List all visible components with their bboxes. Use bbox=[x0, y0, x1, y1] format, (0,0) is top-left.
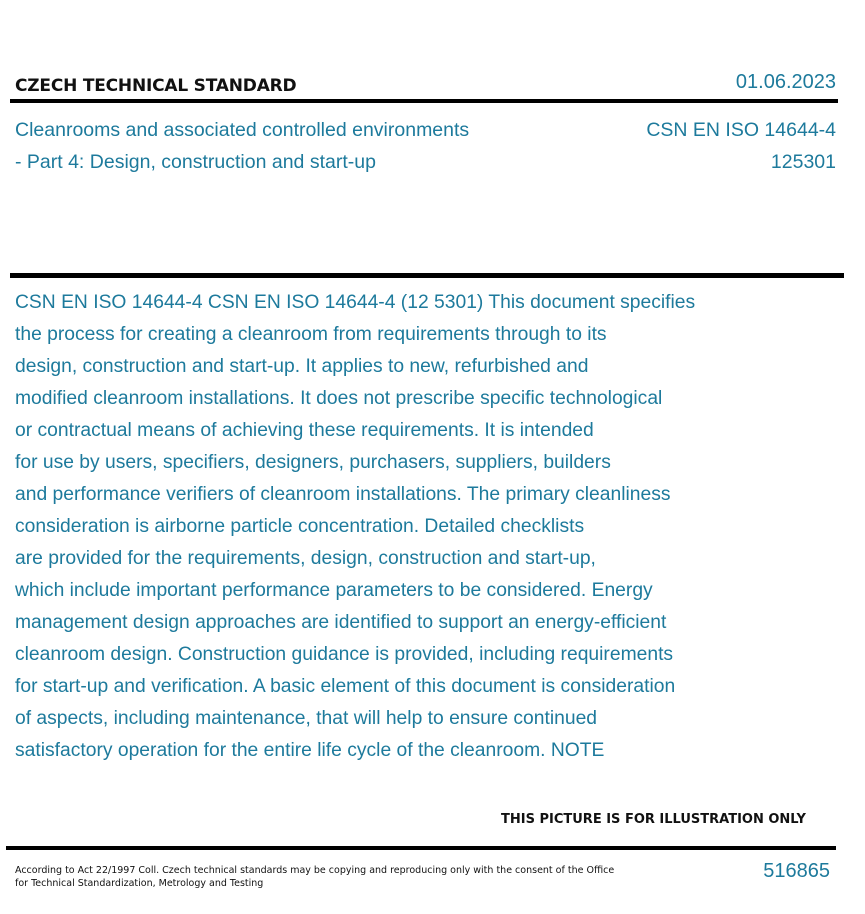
document-title-line-1: Cleanrooms and associated controlled environments bbox=[15, 119, 470, 141]
standard-code: CSN EN ISO 14644-4 bbox=[646, 119, 836, 141]
abstract-text bbox=[15, 287, 805, 767]
abstract-line: and performance verifiers of cleanroom installations. The primary cleanliness bbox=[15, 484, 671, 505]
footer-divider bbox=[6, 846, 836, 850]
class-number: 125301 bbox=[770, 151, 836, 173]
document-title-line-2: - Part 4: Design, construction and start-up bbox=[15, 151, 376, 173]
legal-notice bbox=[15, 864, 615, 890]
abstract-line: the process for creating a cleanroom from requirements through to its bbox=[15, 324, 607, 345]
standard-identifiers bbox=[646, 114, 836, 178]
abstract-line: consideration is airborne particle concentration. Detailed checklists bbox=[15, 516, 585, 537]
legal-notice-line-2: for Technical Standardization, Metrology and Testing bbox=[15, 878, 264, 889]
abstract-line: CSN EN ISO 14644-4 CSN EN ISO 14644-4 (12 5301) This document specifies bbox=[15, 292, 696, 313]
abstract-line: design, construction and start-up. It applies to new, refurbished and bbox=[15, 356, 589, 377]
abstract-line: or contractual means of achieving these requirements. It is intended bbox=[15, 420, 594, 441]
title-divider bbox=[10, 273, 844, 278]
publication-date: 01.06.2023 bbox=[735, 71, 836, 93]
abstract-line: management design approaches are identified to support an energy-efficient bbox=[15, 612, 667, 633]
abstract-line: are provided for the requirements, design, construction and start-up, bbox=[15, 548, 596, 569]
illustration-note: THIS PICTURE IS FOR ILLUSTRATION ONLY bbox=[501, 812, 806, 827]
abstract-line: cleanroom design. Construction guidance is provided, including requirements bbox=[15, 644, 674, 665]
abstract-line: satisfactory operation for the entire life cycle of the cleanroom. NOTE bbox=[15, 740, 605, 761]
abstract-line: for use by users, specifiers, designers, purchasers, suppliers, builders bbox=[15, 452, 611, 473]
abstract-line: of aspects, including maintenance, that will help to ensure continued bbox=[15, 708, 598, 729]
standard-type-label: CZECH TECHNICAL STANDARD bbox=[15, 76, 297, 96]
abstract-line: modified cleanroom installations. It does not prescribe specific technological bbox=[15, 388, 663, 409]
abstract-line: which include important performance parameters to be considered. Energy bbox=[15, 580, 653, 601]
document-id: 516865 bbox=[763, 860, 830, 882]
abstract-line: for start-up and verification. A basic element of this document is consideration bbox=[15, 676, 676, 697]
legal-notice-line-1: According to Act 22/1997 Coll. Czech technical standards may be copying and reproducing only with the consent of the Office bbox=[15, 865, 615, 876]
document-title bbox=[15, 114, 575, 178]
header-divider bbox=[10, 99, 838, 103]
